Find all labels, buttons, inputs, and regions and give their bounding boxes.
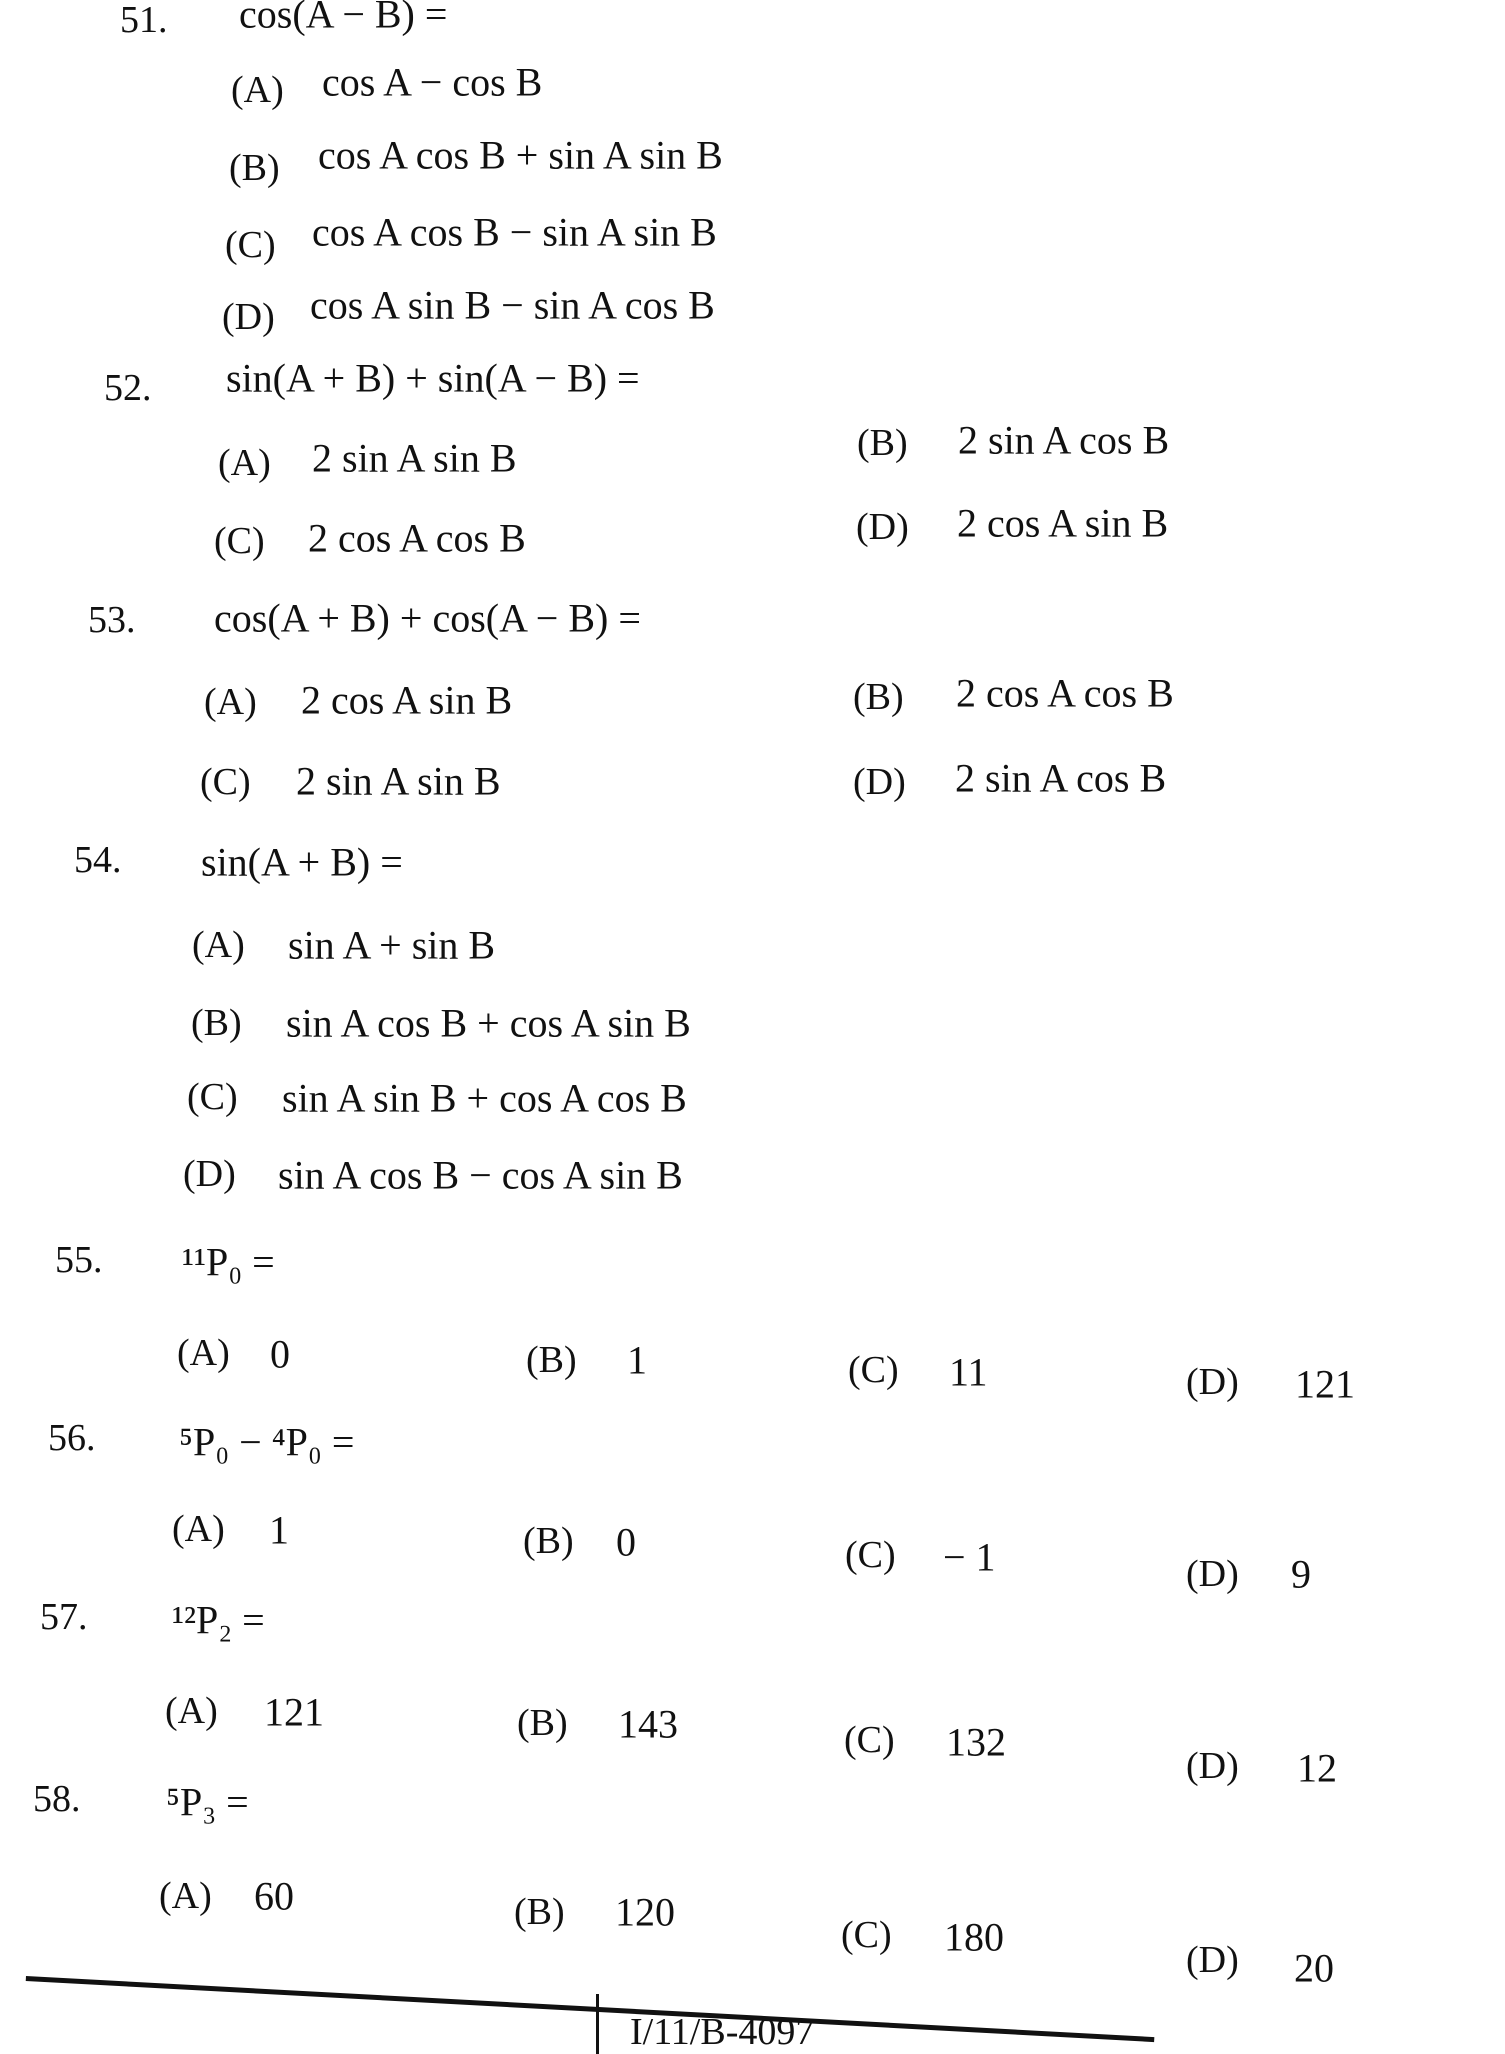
question-stem: ⁵P₀ − ⁴P₀ = <box>179 1419 355 1465</box>
option-label: (D) <box>1186 1939 1239 1981</box>
option-label: (C) <box>845 1534 896 1576</box>
option-text: 1 <box>627 1337 647 1383</box>
option-label: (D) <box>222 296 275 338</box>
option-label: (D) <box>1186 1553 1239 1595</box>
footer-rule <box>26 1976 1155 2042</box>
option-label: (C) <box>844 1719 895 1761</box>
option-label: (A) <box>165 1690 218 1732</box>
option-text: cos A − cos B <box>322 59 543 105</box>
option-text: 2 sin A sin B <box>312 435 517 481</box>
option-text: cos A cos B + sin A sin B <box>318 132 723 178</box>
option-text: 2 cos A cos B <box>308 515 526 561</box>
question-stem: cos(A − B) = <box>239 0 448 37</box>
option-text: 2 cos A sin B <box>301 677 513 723</box>
option-text: 1 <box>269 1507 289 1553</box>
option-label: (B) <box>229 147 280 189</box>
option-label: (A) <box>172 1508 225 1550</box>
option-text: 12 <box>1297 1745 1337 1791</box>
option-text: 2 sin A cos B <box>955 755 1167 801</box>
option-text: 0 <box>616 1519 636 1565</box>
question-number: 56. <box>48 1417 96 1459</box>
option-text: 121 <box>1295 1361 1355 1407</box>
option-label: (C) <box>225 224 276 266</box>
option-text: cos A sin B − sin A cos B <box>310 282 715 328</box>
option-label: (C) <box>214 520 265 562</box>
paper-code: I/11/B-4097 <box>630 2011 815 2053</box>
option-text: 2 sin A cos B <box>958 417 1170 463</box>
option-text: cos A cos B − sin A sin B <box>312 209 717 255</box>
option-label: (A) <box>159 1875 212 1917</box>
option-text: sin A + sin B <box>288 922 496 968</box>
question-stem: sin(A + B) + sin(A − B) = <box>226 355 640 401</box>
option-text: 120 <box>615 1889 675 1935</box>
option-label: (B) <box>526 1339 577 1381</box>
option-label: (A) <box>177 1332 230 1374</box>
question-stem: ¹¹P₀ = <box>182 1239 275 1285</box>
option-text: 20 <box>1294 1945 1334 1991</box>
question-stem: cos(A + B) + cos(A − B) = <box>214 595 641 641</box>
option-text: 2 cos A sin B <box>957 500 1169 546</box>
option-label: (A) <box>192 924 245 966</box>
option-text: 2 sin A sin B <box>296 758 501 804</box>
option-label: (B) <box>517 1702 568 1744</box>
option-label: (B) <box>857 422 908 464</box>
option-text: sin A sin B + cos A cos B <box>282 1075 687 1121</box>
option-text: 11 <box>949 1349 988 1395</box>
option-text: 132 <box>946 1719 1006 1765</box>
question-stem: ⁵P₃ = <box>166 1779 249 1825</box>
question-number: 57. <box>40 1596 88 1638</box>
option-label: (B) <box>523 1520 574 1562</box>
footer-box-divider <box>596 1994 599 2054</box>
question-number: 58. <box>33 1778 81 1820</box>
question-number: 55. <box>55 1239 103 1281</box>
option-text: sin A cos B + cos A sin B <box>286 1000 691 1046</box>
option-text: sin A cos B − cos A sin B <box>278 1152 683 1198</box>
question-number: 51. <box>120 0 168 41</box>
question-number: 54. <box>74 839 122 881</box>
option-label: (A) <box>231 69 284 111</box>
question-number: 52. <box>104 367 152 409</box>
option-text: 2 cos A cos B <box>956 670 1174 716</box>
option-label: (B) <box>191 1002 242 1044</box>
option-label: (D) <box>1186 1745 1239 1787</box>
option-label: (D) <box>183 1153 236 1195</box>
option-label: (D) <box>1186 1361 1239 1403</box>
option-text: 180 <box>944 1914 1004 1960</box>
option-label: (C) <box>848 1349 899 1391</box>
option-text: 60 <box>254 1873 294 1919</box>
option-text: 121 <box>264 1689 324 1735</box>
option-label: (C) <box>200 761 251 803</box>
option-label: (B) <box>514 1891 565 1933</box>
question-number: 53. <box>88 599 136 641</box>
option-label: (D) <box>853 761 906 803</box>
option-label: (A) <box>204 681 257 723</box>
question-stem: ¹²P₂ = <box>172 1597 265 1643</box>
option-text: − 1 <box>943 1534 996 1580</box>
option-text: 143 <box>618 1701 678 1747</box>
option-label: (B) <box>853 676 904 718</box>
option-text: 9 <box>1291 1551 1311 1597</box>
option-label: (C) <box>187 1076 238 1118</box>
option-label: (A) <box>218 442 271 484</box>
question-stem: sin(A + B) = <box>201 839 403 885</box>
option-label: (C) <box>841 1914 892 1956</box>
option-label: (D) <box>856 506 909 548</box>
option-text: 0 <box>270 1331 290 1377</box>
